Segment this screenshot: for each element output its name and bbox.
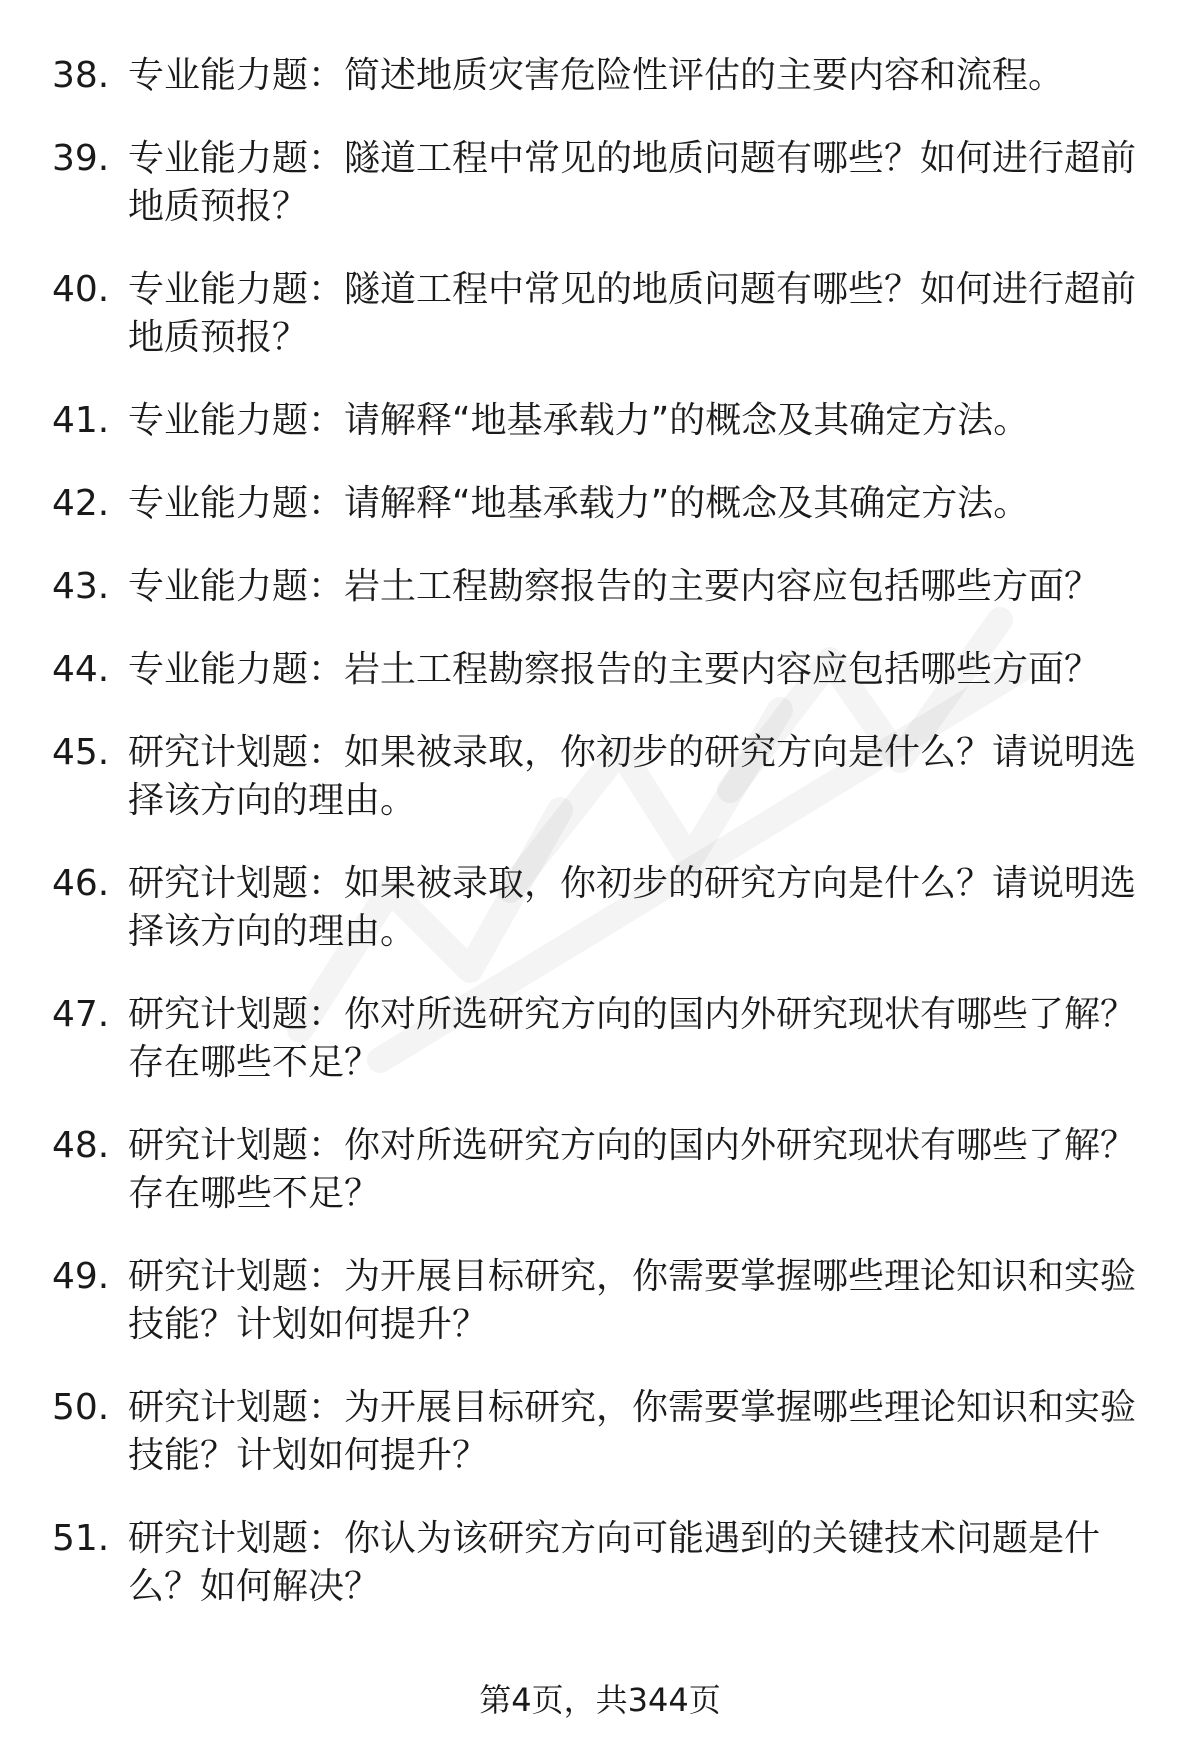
question-text: 研究计划题：如果被录取，你初步的研究方向是什么？请说明选择该方向的理由。 <box>128 732 1137 821</box>
question-item <box>0 563 1200 611</box>
question-number: 42. <box>52 483 110 524</box>
question-number: 39. <box>52 138 110 179</box>
question-text: 专业能力题：隧道工程中常见的地质问题有哪些？如何进行超前地质预报？ <box>128 138 1137 227</box>
question-text: 研究计划题：如果被录取，你初步的研究方向是什么？请说明选择该方向的理由。 <box>128 863 1137 952</box>
page-number-label: 第4页，共344页 <box>479 1681 721 1719</box>
question-number: 48. <box>52 1125 110 1166</box>
question-item <box>0 266 1200 362</box>
question-item <box>0 1253 1200 1349</box>
question-item <box>0 1122 1200 1218</box>
question-text: 研究计划题：你认为该研究方向可能遇到的关键技术问题是什么？如何解决？ <box>128 1518 1101 1607</box>
question-number: 45. <box>52 732 110 773</box>
question-text: 专业能力题：岩土工程勘察报告的主要内容应包括哪些方面？ <box>128 566 1101 607</box>
question-number: 38. <box>52 55 110 96</box>
question-text: 研究计划题：为开展目标研究，你需要掌握哪些理论知识和实验技能？计划如何提升？ <box>128 1256 1137 1345</box>
question-number: 40. <box>52 269 110 310</box>
question-text: 专业能力题：隧道工程中常见的地质问题有哪些？如何进行超前地质预报？ <box>128 269 1137 358</box>
question-text: 研究计划题：你对所选研究方向的国内外研究现状有哪些了解？存在哪些不足？ <box>128 1125 1137 1214</box>
question-item <box>0 52 1200 100</box>
question-item <box>0 729 1200 825</box>
question-list <box>0 52 1200 1646</box>
question-text: 专业能力题：请解释“地基承载力”的概念及其确定方法。 <box>128 400 1030 441</box>
question-number: 46. <box>52 863 110 904</box>
question-text: 研究计划题：为开展目标研究，你需要掌握哪些理论知识和实验技能？计划如何提升？ <box>128 1387 1137 1476</box>
question-number: 44. <box>52 649 110 690</box>
question-number: 43. <box>52 566 110 607</box>
question-text: 专业能力题：简述地质灾害危险性评估的主要内容和流程。 <box>128 55 1065 96</box>
page-footer <box>0 1678 1200 1722</box>
question-item <box>0 397 1200 445</box>
question-number: 41. <box>52 400 110 441</box>
question-item <box>0 480 1200 528</box>
question-item <box>0 135 1200 231</box>
question-number: 51. <box>52 1518 110 1559</box>
question-item <box>0 1384 1200 1480</box>
question-number: 50. <box>52 1387 110 1428</box>
question-item <box>0 860 1200 956</box>
question-text: 专业能力题：岩土工程勘察报告的主要内容应包括哪些方面？ <box>128 649 1101 690</box>
question-text: 专业能力题：请解释“地基承载力”的概念及其确定方法。 <box>128 483 1030 524</box>
question-text: 研究计划题：你对所选研究方向的国内外研究现状有哪些了解？存在哪些不足？ <box>128 994 1137 1083</box>
question-number: 49. <box>52 1256 110 1297</box>
question-number: 47. <box>52 994 110 1035</box>
question-item <box>0 991 1200 1087</box>
question-item <box>0 646 1200 694</box>
question-item <box>0 1515 1200 1611</box>
